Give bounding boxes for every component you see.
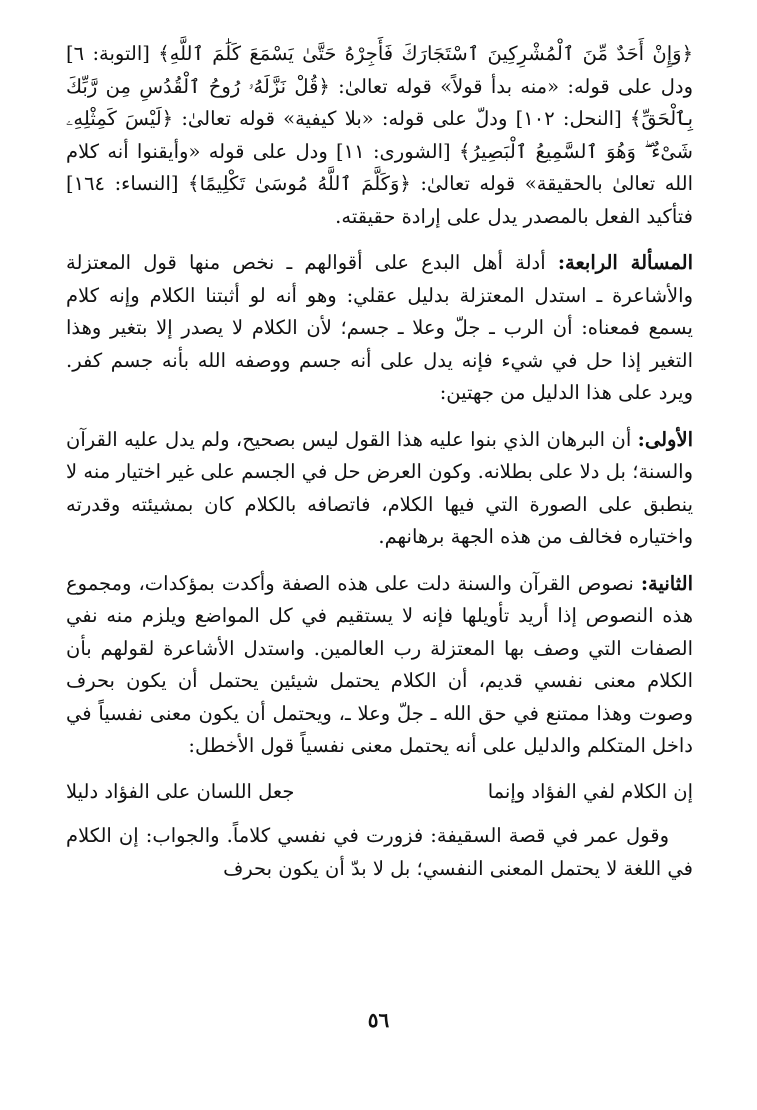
paragraph-quran-evidence: ﴿وَإِنْ أَحَدٌ مِّنَ ٱلْمُشْرِكِينَ ٱسْتَجَارَكَ فَأَجِرْهُ حَتَّىٰ يَسْمَعَ كَلَٰمَ ٱللَّهِ﴾ [التوبة: ٦] ودل على قوله: «منه بدأ قولاً» قوله تعالىٰ: ﴿قُلْ نَزَّلَهُۥ رُوحُ ٱلْقُدُسِ مِن رَّبِّكَ بِٱلْحَقِّ﴾ [النحل: ١٠٢] ودلّ على قوله: «بلا كيفية» قوله تعالىٰ: ﴿لَيْسَ كَمِثْلِهِۦ شَىْءٌ ۖ وَهُوَ ٱلسَّمِيعُ ٱلْبَصِيرُ﴾ [الشورى: ١١] ودل على قوله «وأيقنوا أنه كلام الله تعالىٰ بالحقيقة» قوله تعالىٰ: ﴿وَكَلَّمَ ٱللَّهُ مُوسَىٰ تَكْلِيمًا﴾ [النساء: ١٦٤] فتأكيد الفعل بالمصدر يدل على إرادة حقيقته. (66, 42, 693, 228)
text-second-response: نصوص القرآن والسنة دلت على هذه الصفة وأكدت بمؤكدات، ومجموع هذه النصوص إذا أريد تأويلها فإنه لا يستقيم في كل المواضع ويلزم منه نفي الصفات التي وصف بها المعتزلة رب العالمين. واستدل الأشاعرة لقولهم بأن الكلام معنى نفسي قديم، أن الكلام يحتمل شيئين يحتمل أن يكون بحرف وصوت وهذا ممتنع في حق الله ـ جلّ وعلا ـ، ويحتمل أن يكون معنى نفسياً في داخل المتكلم والدليل على أنه يحتمل معنى نفسياً قول الأخطل: (66, 571, 694, 757)
paragraph-umar-saqifa: وقول عمر في قصة السقيفة: فزورت في نفسي كلاماً. والجواب: إن الكلام في اللغة لا يحتمل المعنى النفسي؛ بل لا بدّ أن يكون بحرف (66, 824, 693, 880)
text-first-response: أن البرهان الذي بنوا عليه هذا القول ليس بصحيح، ولم يدل عليه القرآن والسنة؛ بل دلا على بطلانه. وكون العرض حل في الجسم على غير اختيار منه لا ينطبق على الصورة التي فيها الكلام، فاتصافه بالكلام كان بمشيئته وقدرته واختياره فخالف من هذه الجهة برهانهم. (66, 427, 693, 548)
paragraph-first-response (66, 424, 693, 554)
text-fourth-issue: أدلة أهل البدع على أقوالهم ـ نخص منها قول المعتزلة والأشاعرة ـ استدل المعتزلة بدليل عقلي: وهو أنه لو أثبتنا الكلام وإنه كلام يسمع فمعناه: أن الرب ـ جلّ وعلا ـ جسم؛ لأن الكلام لا يصدر إلا بتغير وهذا التغير إذا حل في شيء فإنه يدل على أنه جسم ووصفه الله بأنه جسم كفر. ويرد على هذا الدليل من جهتين: (66, 251, 693, 404)
heading-fourth-issue: المسألة الرابعة: (557, 251, 693, 274)
verse-first-hemistich: إن الكلام لفي الفؤاد وإنما (487, 779, 693, 803)
page-number: ٥٦ (367, 1008, 390, 1032)
paragraph-fourth-issue (66, 247, 693, 410)
heading-first-response: الأولى: (637, 427, 693, 451)
poetry-verse (66, 776, 693, 809)
paragraph-second-response (66, 568, 693, 763)
verse-second-hemistich: جعل اللسان على الفؤاد دليلا (66, 779, 295, 803)
heading-second-response: الثانية: (640, 571, 693, 595)
